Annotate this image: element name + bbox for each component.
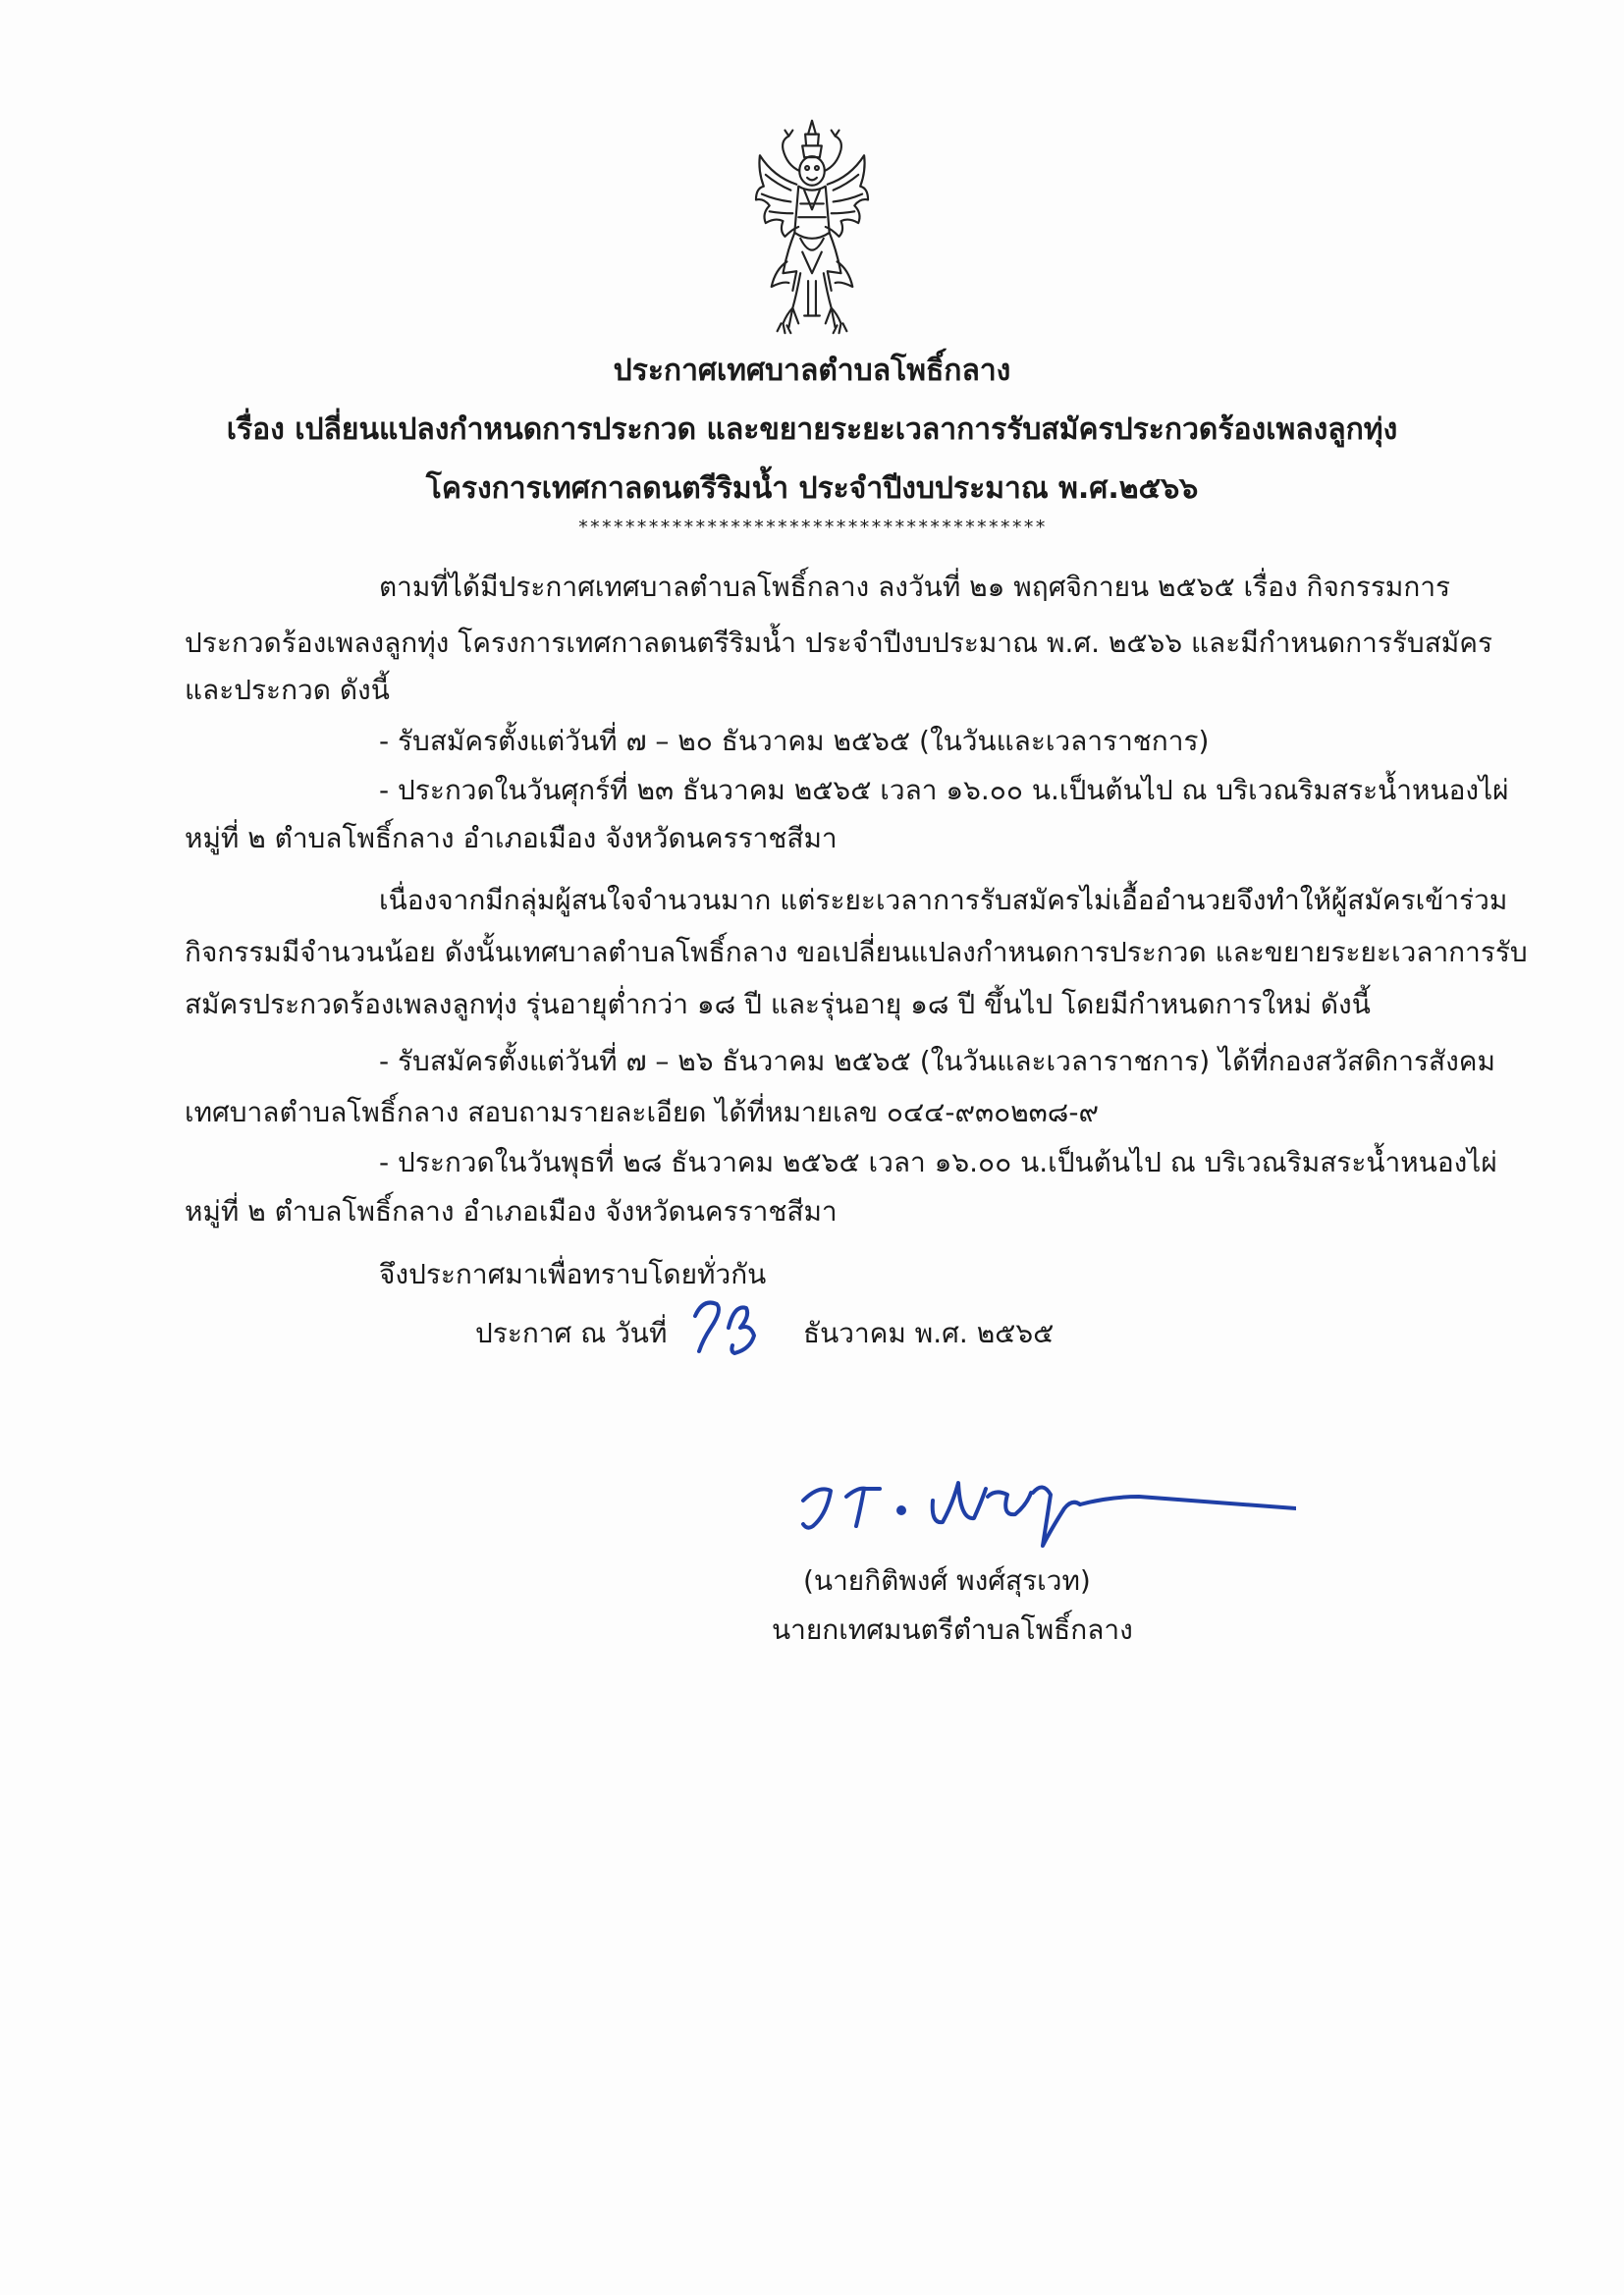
new-schedule-item2: - ประกวดในวันพุธที่ ๒๘ ธันวาคม ๒๕๖๕ เวลา ๑๖.๐๐ น.เป็นต้นไป ณ บริเวณริมสระน้ำหนองไผ่	[379, 1146, 1497, 1178]
para1-line2: ประกวดร้องเพลงลูกทุ่ง โครงการเทศกาลดนตรีริมน้ำ ประจำปีงบประมาณ พ.ศ. ๒๕๖๖ และมีกำหนดการรับสมัคร	[185, 627, 1493, 659]
closing-statement: จึงประกาศมาเพื่อทราบโดยทั่วกัน	[379, 1258, 767, 1290]
para2-line2: กิจกรรมมีจำนวนน้อย ดังนั้นเทศบาลตำบลโพธิ์กลาง ขอเปลี่ยนแปลงกำหนดการประกวด และขยายระยะเวลาการรับ	[185, 936, 1528, 968]
old-schedule-item1: - รับสมัครตั้งแต่วันที่ ๗ – ๒๐ ธันวาคม ๒๕๖๕ (ในวันและเวลาราชการ)	[379, 725, 1210, 757]
signatory-name: (นายกิติพงศ์ พงศ์สุรเวท)	[803, 1564, 1091, 1597]
date-prefix: ประกาศ ณ วันที่	[475, 1317, 668, 1349]
new-schedule-item1: - รับสมัครตั้งแต่วันที่ ๗ – ๒๖ ธันวาคม ๒๕๖๕ (ในวันและเวลาราชการ) ได้ที่กองสวัสดิการสังคม	[379, 1045, 1495, 1077]
para2-line3: สมัครประกวดร้องเพลงลูกทุ่ง รุ่นอายุต่ำกว่า ๑๘ ปี และรุ่นอายุ ๑๘ ปี ขึ้นไป โดยมีกำหนดการใหม่ ดังนี้	[185, 988, 1371, 1020]
old-schedule-item2-cont: หมู่ที่ ๒ ตำบลโพธิ์กลาง อำเภอเมือง จังหวัดนครราชสีมา	[185, 822, 838, 854]
signatory-position: นายกเทศมนตรีตำบลโพธิ์กลาง	[772, 1613, 1133, 1646]
para1-line1: ตามที่ได้มีประกาศเทศบาลตำบลโพธิ์กลาง ลงวันที่ ๒๑ พฤศจิกายน ๒๕๖๕ เรื่อง กิจกรรมการ	[379, 571, 1451, 603]
separator-line: ****************************************	[577, 517, 1047, 538]
announcement-title: ประกาศเทศบาลตำบลโพธิ์กลาง	[613, 354, 1011, 388]
announcement-subject: เรื่อง เปลี่ยนแปลงกำหนดการประกวด และขยายระยะเวลาการรับสมัครประกวดร้องเพลงลูกทุ่ง	[226, 412, 1398, 447]
para1-line3: และประกวด ดังนี้	[185, 674, 390, 706]
para2-line1: เนื่องจากมีกลุ่มผู้สนใจจำนวนมาก แต่ระยะเวลาการรับสมัครไม่เอื้ออำนวยจึงทำให้ผู้สมัครเข้าร่วม	[379, 884, 1508, 916]
handwritten-day	[689, 1294, 764, 1365]
garuda-emblem-icon	[754, 116, 870, 340]
old-schedule-item2: - ประกวดในวันศุกร์ที่ ๒๓ ธันวาคม ๒๕๖๕ เวลา ๑๖.๐๐ น.เป็นต้นไป ณ บริเวณริมสระน้ำหนองไผ่	[379, 774, 1509, 806]
date-suffix: ธันวาคม พ.ศ. ๒๕๖๕	[803, 1317, 1055, 1349]
new-schedule-item2-cont: หมู่ที่ ๒ ตำบลโพธิ์กลาง อำเภอเมือง จังหวัดนครราชสีมา	[185, 1195, 838, 1228]
new-schedule-item1-cont: เทศบาลตำบลโพธิ์กลาง สอบถามรายละเอียด ได้ที่หมายเลข ๐๔๔-๙๓๐๒๓๘-๙	[185, 1096, 1099, 1128]
announcement-project: โครงการเทศกาลดนตรีริมน้ำ ประจำปีงบประมาณ พ.ศ.๒๕๖๖	[425, 471, 1199, 506]
